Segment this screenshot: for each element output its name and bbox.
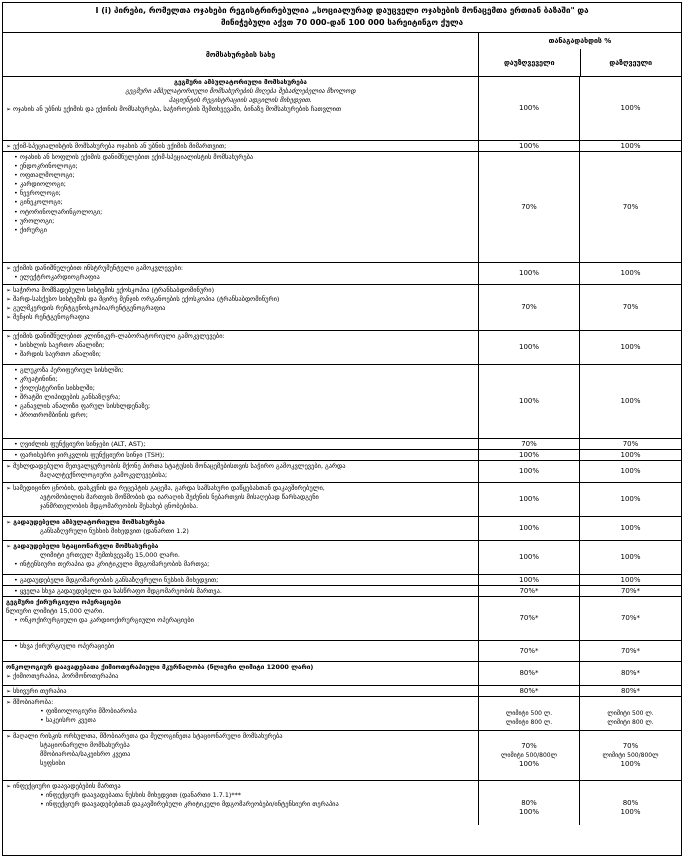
service-line: ➢ ქიმიოთერაპია, ჰორმონოთერაპია	[6, 672, 475, 681]
uninsured-cell	[479, 285, 580, 330]
uninsured-cell	[479, 781, 580, 825]
uninsured-cell	[479, 461, 580, 482]
percent-value: 80%	[521, 798, 537, 807]
insured-cell	[580, 141, 681, 151]
service-cell	[3, 731, 479, 780]
percent-value: 100%	[518, 269, 539, 277]
service-line: ლიმიტი ერთეულ შემთხვევაზე 15,000 ლარი.	[40, 551, 180, 560]
service-cell	[3, 152, 479, 262]
insured-cell	[580, 781, 681, 825]
insured-cell	[580, 461, 681, 482]
percent-value: 100%	[518, 104, 539, 112]
uninsured-cell	[479, 697, 580, 730]
service-line: ➢ სამედიცინო ცნობის, დასკვნის და რეცეპტის გაცემა, გარდა სამსახური დაწყებასთან დაკავშირებული,	[6, 484, 475, 493]
table-body	[3, 77, 681, 855]
service-line: მშობიარობა/საკეისრო კვეთა	[40, 750, 131, 759]
document-title	[3, 3, 681, 33]
table-row	[3, 461, 681, 483]
service-line: • გლუკოზა პერიფერიულ სისხლში;	[6, 366, 475, 375]
insured-cell	[580, 450, 681, 460]
service-line: • ოფთალმოლოგი;	[6, 171, 475, 180]
uninsured-cell	[479, 517, 580, 540]
service-line: გეგმური ქირურგიული ოპერაციები	[6, 598, 121, 606]
service-cell	[3, 697, 479, 730]
percent-value: 100%	[518, 553, 539, 561]
service-line: ონკოლოგიურ დაავადებათა ქიმიოთერაპიული მკურნალობა (წლიური ლიმიტი 12000 ლარი)	[6, 663, 314, 671]
table-row	[3, 541, 681, 575]
percent-value: 70%*	[519, 646, 539, 655]
insured-cell	[580, 365, 681, 438]
service-cell	[3, 285, 479, 330]
service-line: გეგმური ამბულატორიული მომსახურება	[174, 78, 307, 86]
insured-cell	[580, 263, 681, 284]
service-line: ➢ მშობიარობა:	[6, 698, 475, 707]
table-row	[3, 731, 681, 781]
percent-value	[629, 700, 631, 709]
insured-cell	[580, 597, 681, 640]
table-row	[3, 483, 681, 517]
percent-value: 70%*	[519, 614, 539, 622]
uninsured-cell	[479, 541, 580, 574]
percent-value: 100%	[620, 524, 641, 532]
service-line: ➢ ოჯახის ან უბნის ექიმის და ექთნის მომსახურება, საჭიროების შემთხვევაში, ბინაზე მომსახურების ჩათვლით	[6, 105, 475, 114]
table-header	[3, 33, 681, 77]
percent-value: 100%	[518, 807, 539, 816]
insured-cell	[580, 731, 681, 780]
percent-value: ლიმიტი 500/800ლ	[501, 752, 557, 759]
service-line: • ღვიძლის ფუნქციური სინჯები (ALT, AST);	[6, 440, 475, 449]
service-line: • კრეატინინი;	[6, 375, 475, 384]
service-line: • გადაუდებელი მდგომარეობის განსაზღვრული ნუსხის მიხედვით;	[6, 576, 475, 585]
header-coverage: თანაგადახდის %	[548, 37, 612, 45]
service-line: ➢ მუხლდადებული მეთვალყურეობის მქონე პირთა სტატუსის მონაცემებისთვის საჭირო გამოკვლევები, გარდა	[6, 462, 475, 471]
service-line: • შრატში ლიპიდების განსაზღვრა;	[6, 393, 475, 402]
service-line: • სხვა ქირურგიული ოპერაციები	[6, 642, 475, 651]
service-cell	[3, 781, 479, 825]
percent-value: 100%	[620, 397, 641, 405]
insured-cell	[580, 641, 681, 661]
percent-value: ლიმიტი 800 ლ.	[505, 719, 553, 726]
uninsured-cell	[479, 439, 580, 449]
service-line: • ფარისებრი ჯირკვლის ფუნქციური სინჯი (TSH);	[6, 451, 475, 460]
table-row	[3, 597, 681, 641]
percent-value: 70%	[521, 303, 537, 311]
service-line: • საკეისრო კვეთა	[6, 716, 475, 725]
service-cell	[3, 597, 479, 640]
insured-cell	[580, 77, 681, 140]
percent-value: 100%	[620, 575, 641, 584]
uninsured-cell	[479, 597, 580, 640]
service-line: ➢ ექიმ-სპეციალისტის მომსახურება ოჯახის ან უბნის ექიმის მიმართვით;	[6, 142, 475, 151]
percent-value: 70%	[622, 202, 639, 211]
table-row	[3, 263, 681, 285]
uninsured-cell	[479, 731, 580, 780]
header-insured: დაზღვეული	[609, 58, 653, 67]
title-line-2: მინიჭებული აქვთ 70 000-დან 100 000 სარეიტინგო ქულა	[220, 18, 464, 27]
service-line: • ონკოქირურგიული და კარდიოქირურგიული ოპერაციები	[6, 616, 475, 625]
percent-value: ლიმიტი 500 ლ.	[505, 710, 553, 717]
service-cell	[3, 662, 479, 685]
service-line: ➢ მენჯის რენტგენოგრაფია	[6, 313, 475, 322]
service-line: • გინეკოლოგი;	[6, 198, 475, 207]
percent-value: 100%	[620, 343, 641, 351]
percent-value: 70%*	[620, 646, 641, 655]
uninsured-cell	[479, 331, 580, 364]
service-line: ➢ გადაუდებელი სტაციონარული მომსახურება	[6, 542, 475, 551]
service-line: • ენდოკრინოლოგი;	[6, 162, 475, 171]
title-line-1: I (i) პირები, რომელთა ოჯახები რეგისტრირებულია „სოციალურად დაუცველი ოჯახების მონაცემთა ერთიან ბაზაში" და	[95, 6, 589, 15]
service-line: • ფიზიოლოგიური მშობიარობა	[6, 707, 475, 716]
uninsured-cell	[479, 686, 580, 696]
percent-value: 70%	[622, 303, 639, 311]
table-row	[3, 575, 681, 586]
insured-cell	[580, 662, 681, 685]
percent-value: ლიმიტი 500 ლ.	[607, 710, 654, 717]
insured-cell	[580, 517, 681, 540]
table-row	[3, 781, 681, 825]
percent-value	[629, 790, 631, 799]
service-line: • ინფექციურ დაავადებებთან დაკავშირებული კრიტიკული მდგომარეობები/ინტენსიური თერაპია	[6, 800, 475, 809]
insured-cell	[580, 331, 681, 364]
table-row	[3, 697, 681, 731]
service-line: ➢ შარდ-სასქესო სისტემის და მცირე მენჯის ორგანოების ექოსკოპია (ტრანსაბდომინური)	[6, 295, 475, 304]
percent-value: 100%	[620, 104, 641, 112]
percent-value: 100%	[518, 397, 539, 405]
service-line: ჯანმრთელობის მდგომარეობის შესახებ ცნობებისა.	[40, 502, 199, 511]
service-line: • შარდის საერთო ანალიზი;	[6, 350, 475, 359]
service-line: ➢ გადაუდებელი ამბულატორიული მომსახურება	[6, 518, 475, 527]
service-line: ➢ მაღალი რისკის ორსულთა, მშობიარეთა და მელოგინეთა სტაციონარული მომსახურება	[6, 732, 475, 741]
percent-value: 100%	[620, 450, 641, 459]
percent-value: 70%	[622, 439, 639, 448]
percent-value: 100%	[518, 524, 539, 532]
service-line: წლიური ლიმიტი 15,000 ლარი.	[6, 607, 105, 616]
percent-value: 100%	[518, 760, 539, 768]
percent-value: 70%*	[620, 586, 641, 595]
service-cell	[3, 461, 479, 482]
service-line: • პროთრომბინის დრო;	[6, 411, 475, 420]
percent-value: 100%	[620, 807, 641, 816]
service-line: განსაზღვრული ნუსხის მიხედვით (დანართი 1.2)	[40, 527, 189, 536]
table-row	[3, 285, 681, 331]
percent-value: 100%	[620, 269, 641, 277]
service-line: • ინფექციურ დაავადებათა ნუსხის მიხედვით (დანართი 1.7.1)***	[6, 791, 475, 800]
table-row	[3, 141, 681, 152]
table-row	[3, 641, 681, 662]
service-line: ➢ სხივური თერაპია	[6, 687, 475, 696]
service-line: ➢ გულმკერდის რენტგენოსკოპია/რენტგენოგრაფია	[6, 304, 475, 313]
header-uninsured: დაუზღვეველი	[479, 49, 581, 76]
percent-value: 100%	[620, 495, 641, 503]
table-row	[3, 439, 681, 450]
service-cell	[3, 450, 479, 460]
service-line: გეგმური ამბულატორიული მომსახურების მიღება შესაძლებელია მხოლოდ	[125, 87, 356, 96]
table-row	[3, 586, 681, 597]
table-row	[3, 450, 681, 461]
percent-value: ლიმიტი 800 ლ.	[607, 719, 654, 726]
uninsured-cell	[479, 263, 580, 284]
percent-value	[528, 700, 530, 709]
percent-value: 100%	[518, 450, 539, 459]
uninsured-cell	[479, 141, 580, 151]
service-cell	[3, 586, 479, 596]
service-line: • განავლის ანალიზი ფარულ სისხლდენაზე;	[6, 402, 475, 411]
insured-cell	[580, 152, 681, 262]
percent-value: 80%*	[519, 686, 539, 695]
insured-cell	[580, 586, 681, 596]
service-cell	[3, 517, 479, 540]
service-line: • სისხლის საერთო ანალიზი;	[6, 341, 475, 350]
service-line: ➢ ინფექციური დაავადებების მართვა	[6, 782, 475, 791]
percent-value: 70%	[521, 439, 537, 448]
percent-value: 80%*	[620, 669, 641, 677]
insured-cell	[580, 285, 681, 330]
service-line: პაციენტის რეგისტრაციის ადგილის მიხედვით.	[169, 96, 312, 105]
percent-value: 100%	[620, 467, 641, 475]
uninsured-cell	[479, 641, 580, 661]
percent-value: 70%*	[620, 614, 641, 622]
insured-cell	[580, 483, 681, 516]
service-line: ➢ ექიმის დანიშნულებით ინსტრუმენტული გამოკვლევები:	[6, 264, 475, 273]
percent-value: 70%	[521, 742, 537, 750]
percent-value: 70%*	[519, 586, 539, 595]
percent-value: 100%	[620, 141, 641, 150]
percent-value: 100%	[518, 141, 539, 150]
insured-cell	[580, 686, 681, 696]
service-cell	[3, 575, 479, 585]
service-line: • ოჯახის ან სოფლის ექიმის დანიშნულებით ექიმ-სპეციალისტის მომსახურება	[6, 153, 475, 162]
percent-value: 100%	[620, 760, 641, 768]
service-line: სეფსისი	[40, 759, 66, 768]
percent-value: 80%	[622, 798, 639, 807]
service-line: მაღალტექნოლოგიური გამოკვლევებისა;	[40, 471, 168, 480]
uninsured-cell	[479, 450, 580, 460]
percent-value: 100%	[518, 575, 539, 584]
uninsured-cell	[479, 575, 580, 585]
percent-value: 100%	[518, 467, 539, 475]
service-cell	[3, 641, 479, 661]
percent-value: 80%*	[620, 686, 641, 695]
service-cell	[3, 439, 479, 449]
service-line: ➢ საჭიროა მომზადებული სისტემის ექოსკოპია (ტრანსაბდომინური)	[6, 286, 475, 295]
insured-cell	[580, 697, 681, 730]
service-line: • ქოლესტერინი სისხლში;	[6, 384, 475, 393]
service-line: • ინტენსიური თერაპია და კრიტიკული მდგომარეობის მართვა;	[6, 560, 475, 569]
insured-cell	[580, 541, 681, 574]
percent-value: 100%	[620, 553, 641, 561]
insured-cell	[580, 575, 681, 585]
service-cell	[3, 331, 479, 364]
percent-value: 70%	[622, 742, 639, 750]
uninsured-cell	[479, 77, 580, 140]
percent-value: ლიმიტი 500/800ლ	[602, 752, 659, 759]
insured-cell	[580, 439, 681, 449]
service-line: ➢ ექიმის დანიშნულებით კლინიკურ-ლაბორატორიული გამოკვლევები:	[6, 332, 475, 341]
table-row	[3, 517, 681, 541]
service-cell	[3, 365, 479, 438]
uninsured-cell	[479, 365, 580, 438]
percent-value: 80%*	[519, 669, 539, 677]
uninsured-cell	[479, 152, 580, 262]
header-service: მომსახურების სახე	[3, 33, 479, 76]
service-cell	[3, 686, 479, 696]
service-cell	[3, 541, 479, 574]
uninsured-cell	[479, 483, 580, 516]
uninsured-cell	[479, 586, 580, 596]
service-line: • ოტორინოლარინგოლოგი;	[6, 208, 475, 217]
service-line: • ქირურგი	[6, 226, 475, 235]
percent-value: 70%	[521, 202, 537, 211]
service-line: • ყველა სხვა გადაუდებელი და სასწრაფო მდგომარეობის მართვა.	[6, 587, 475, 596]
percent-value	[528, 790, 530, 799]
percent-value: 100%	[518, 495, 539, 503]
service-cell	[3, 141, 479, 151]
uninsured-cell	[479, 662, 580, 685]
service-line: სტაციონარული მომსახურება	[40, 741, 130, 750]
percent-value: 100%	[518, 343, 539, 351]
service-cell	[3, 263, 479, 284]
service-line: • ნევროლოგი;	[6, 189, 475, 198]
table-row	[3, 77, 681, 141]
service-line: • ელექტროკარდიოგრაფია	[6, 273, 475, 282]
service-cell	[3, 77, 479, 140]
service-line: • კარდიოლოგი;	[6, 180, 475, 189]
table-row	[3, 662, 681, 686]
service-line: • უროლოგი;	[6, 217, 475, 226]
table-row	[3, 331, 681, 365]
table-row	[3, 365, 681, 439]
table-row	[3, 686, 681, 697]
service-cell	[3, 483, 479, 516]
service-line: ავტომობილის მართვის მოწმობის და იარაღის შეძენის ნებართვის მისაღებად წარსადგენი	[40, 493, 319, 502]
table-row	[3, 152, 681, 263]
document-page	[2, 2, 682, 856]
